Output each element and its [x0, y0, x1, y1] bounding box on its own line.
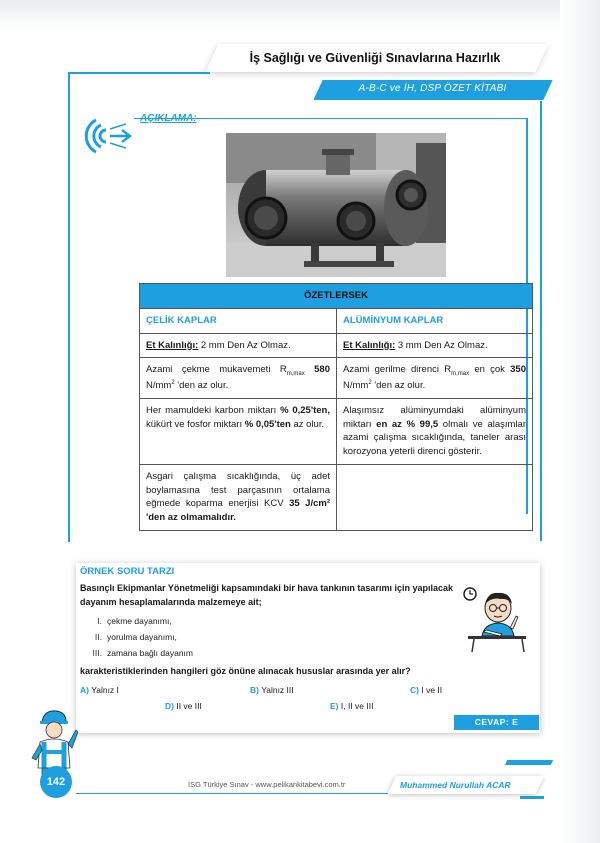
footer-website: İSG Türkiye Sınav - www.pelikankitabevi.com.tr: [188, 780, 346, 789]
frame-right-line: [540, 101, 542, 541]
pressure-vessel-photo: [226, 133, 446, 277]
option-d[interactable]: D) II ve III: [165, 701, 202, 711]
steel-thickness: Et Kalınlığı: 2 mm Den Az Olmaz.: [140, 333, 337, 358]
header-title: İş Sağlığı ve Güvenliği Sınavlarına Hazırlık: [249, 51, 501, 65]
summary-title: ÖZETLERSEK: [140, 284, 533, 309]
page-number: 142: [40, 766, 72, 798]
signal-waves-icon: [76, 116, 132, 156]
option-e[interactable]: E) I, II ve III: [330, 701, 374, 711]
right-shadow: [560, 0, 600, 843]
aluminum-tensile: Azami gerilme direnci $R_{m,max}$ en çok 350 $N/mm^2$ 'den az olur.: [337, 358, 533, 399]
aluminum-empty-cell: [337, 464, 533, 530]
question-item: III. zamana bağlı dayanım: [92, 648, 193, 658]
footer-accent-line: [520, 796, 544, 799]
student-thinking-illustration: [462, 586, 530, 654]
col-header-aluminum: ALÜMİNYUM KAPLAR: [337, 308, 533, 333]
question-text: Basınçlı Ekipmanlar Yönetmeliği kapsamındaki bir hava tankının tasarımı için yapılacak dayanım hesaplamalarında malzemeye ait;: [80, 583, 453, 607]
frame-left-line: [68, 72, 70, 542]
top-shadow: [0, 0, 600, 30]
aluminum-thickness: Et Kalınlığı: 3 mm Den Az Olmaz.: [337, 333, 533, 358]
steel-kcv: Asgari çalışma sıcaklığında, üç adet boylamasına test parçasının ortalama eğmede koparma enerjisi KCV 35 J/cm² 'den az olmamalıdır.: [140, 464, 337, 530]
option-a[interactable]: A) Yalnız I: [80, 685, 119, 695]
option-c[interactable]: C) I ve II: [410, 685, 443, 695]
footer-accent-bar: [505, 760, 553, 765]
col-header-steel: ÇELİK KAPLAR: [140, 308, 337, 333]
aciklama-label: AÇIKLAMA:: [140, 113, 197, 124]
steel-carbon: Her mamuldeki karbon miktarı % 0,25'ten, kükürt ve fosfor miktarı % 0,05'ten az olur.: [140, 398, 337, 464]
option-b[interactable]: B) Yalnız III: [250, 685, 294, 695]
question-item: I. çekme dayanımı,: [97, 616, 172, 626]
aluminum-purity: Alaşımsız alüminyumdaki alüminyum miktarı en az % 99,5 olmalı ve alaşımlar azami çalışma sıcaklığında, taneler arası korozyona yeterli direnci gösterir.: [337, 398, 533, 464]
summary-table: [139, 283, 533, 531]
footer-author: Muhammed Nurullah ACAR: [400, 780, 511, 790]
question-item: II. yorulma dayanımı,: [94, 632, 177, 642]
question-prompt: karakteristiklerinden hangileri göz önüne alınacak hususlar arasında yer alır?: [80, 666, 411, 676]
steel-tensile: Azami çekme mukavemeti $R_{m,max}$ 580 $N/mm^2$ 'den az olur.: [140, 358, 337, 399]
frame-top-line: [68, 72, 210, 74]
answer-badge: CEVAP: E: [454, 715, 539, 730]
header-subtitle: A-B-C ve İH, DSP ÖZET KİTABI: [358, 83, 507, 94]
question-heading: ÖRNEK SORU TARZI: [80, 566, 175, 577]
